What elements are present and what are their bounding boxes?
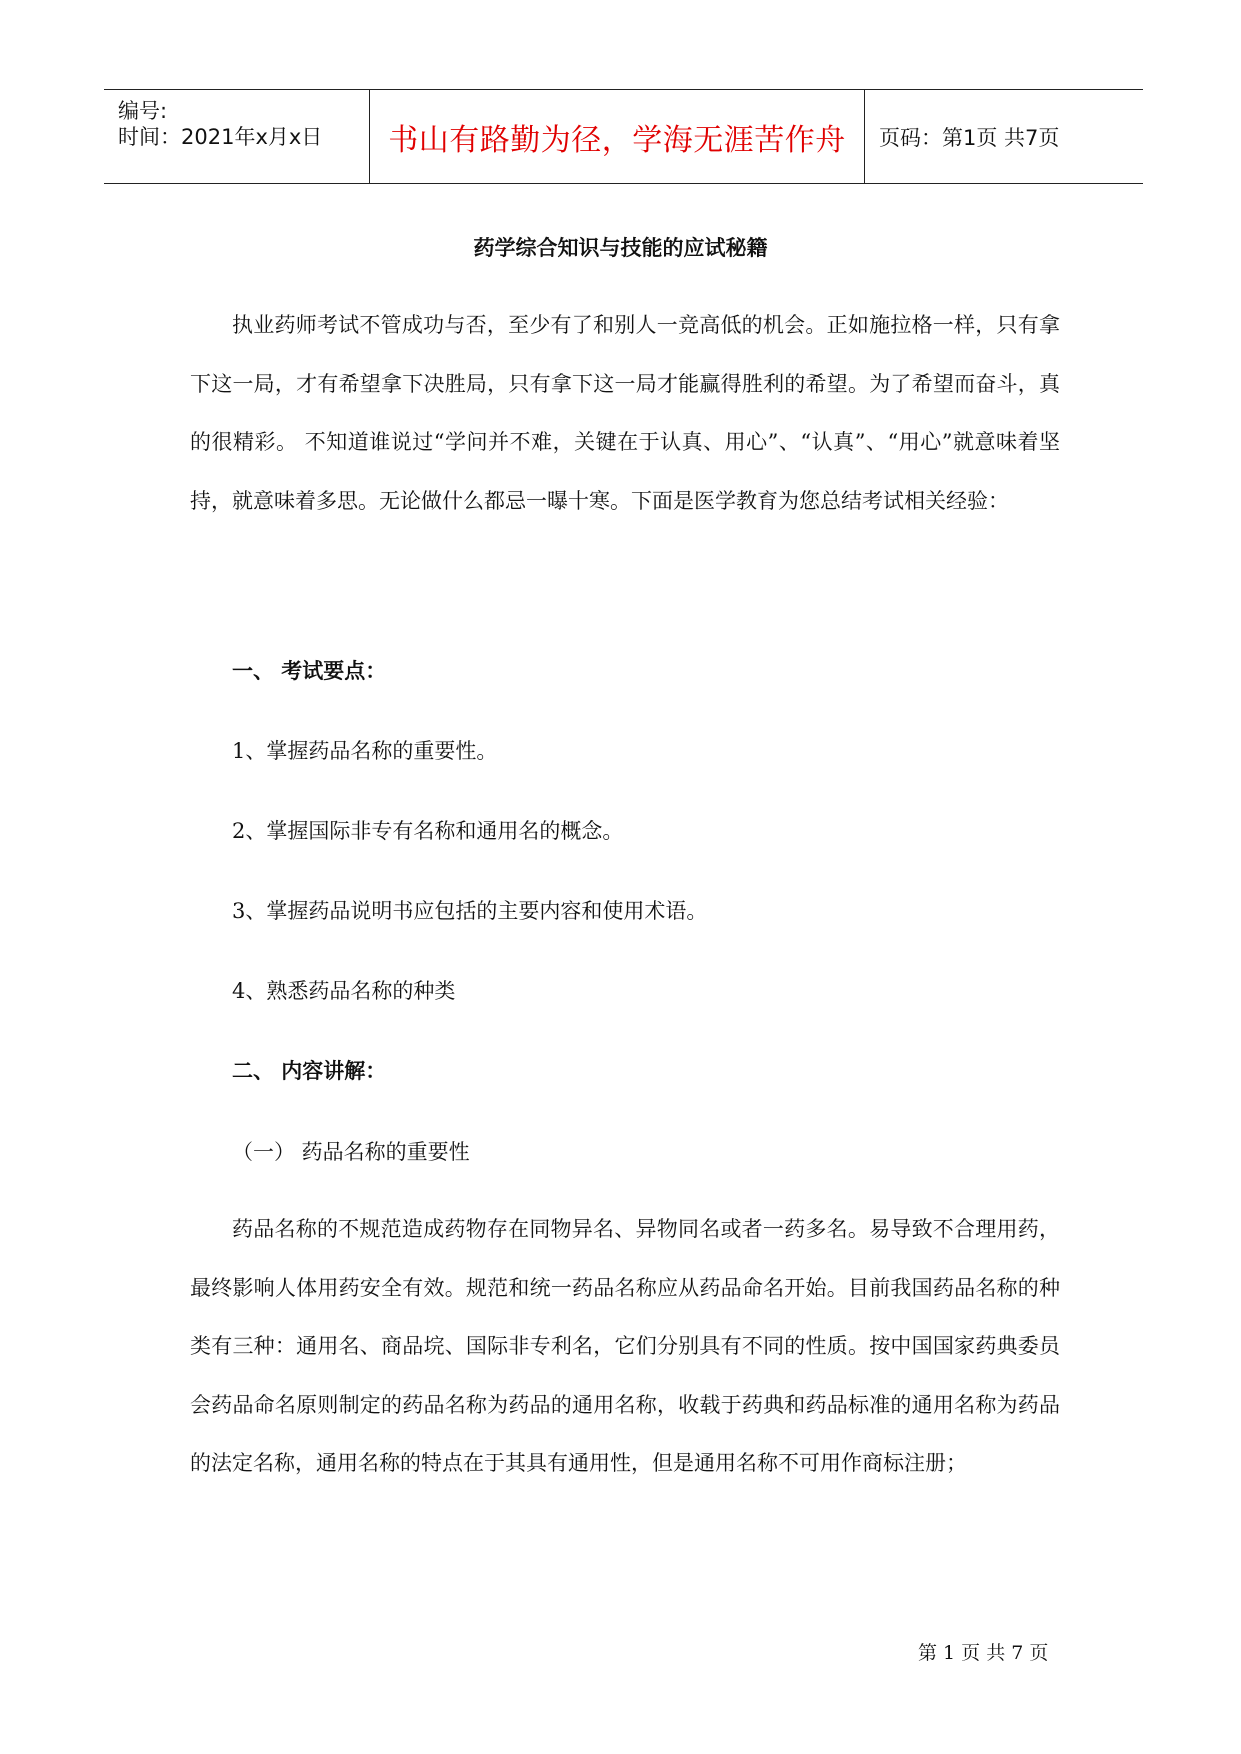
section2-paragraph: 药品名称的不规范造成药物存在同物异名、异物同名或者一药多名。易导致不合理用药，最终影响人体用药安全有效。规范和统一药品名称应从药品命名开始。目前我国药品名称的种类有三种：通用名、商品垸、国际非专利名，它们分别具有不同的性质。按中国国家药典委员会药品命名原则制定的药品名称为药品的通用名称，收载于药典和药品标准的通用名称为药品的法定名称，通用名称的特点在于其具有通用性，但是通用名称不可用作商标注册；	[190, 1217, 1060, 1475]
list-item: 2、掌握国际非专有名称和通用名的概念。	[232, 819, 624, 843]
document-header	[104, 89, 1143, 184]
section2-heading: 二、 内容讲解：	[232, 1059, 387, 1083]
header-page-cell	[865, 90, 1143, 183]
list-item: 1、掌握药品名称的重要性。	[232, 739, 498, 763]
motto-text: 书山有路勤为径，学海无涯苦作舟	[388, 122, 846, 158]
list-item: 3、掌握药品说明书应包括的主要内容和使用术语。	[232, 899, 708, 923]
page-footer: 第 1 页 共 7 页	[918, 1642, 1049, 1664]
header-info-cell	[104, 90, 370, 183]
document-title: 药学综合知识与技能的应试秘籍	[473, 236, 768, 260]
serial-label: 编号:	[118, 99, 168, 123]
list-item: 4、熟悉药品名称的种类	[232, 979, 456, 1003]
time-label: 时间：2021年x月x日	[118, 125, 323, 149]
header-motto-cell	[370, 90, 865, 183]
intro-paragraph: 执业药师考试不管成功与否，至少有了和别人一竞高低的机会。正如施拉格一样，只有拿下这一局，才有希望拿下决胜局，只有拿下这一局才能赢得胜利的希望。为了希望而奋斗，真的很精彩。 不知道谁说过“学问并不难，关键在于认真、用心”、“认真”、“用心”就意味着坚持，就意味着多思。无论做什么都忌一曝十寒。下面是医学教育为您总结考试相关经验：	[190, 313, 1060, 513]
section2-subheading: （一） 药品名称的重要性	[232, 1140, 470, 1164]
section1-heading: 一、 考试要点：	[232, 659, 387, 683]
page-info: 页码：第1页 共7页	[879, 125, 1060, 150]
